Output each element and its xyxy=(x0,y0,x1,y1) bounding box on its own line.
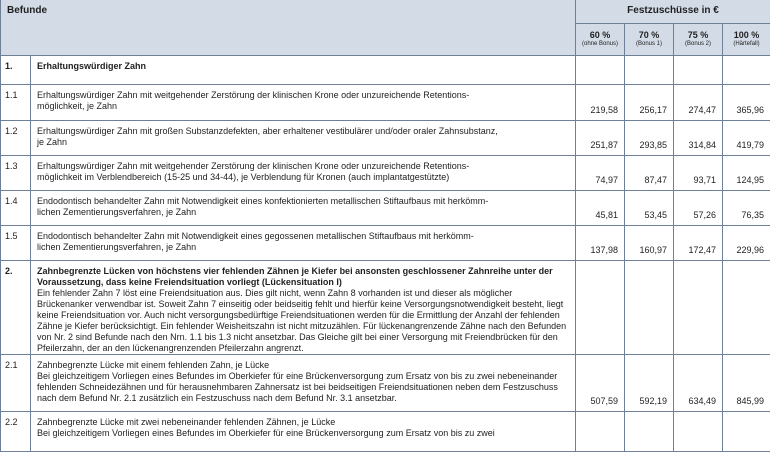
value-60 xyxy=(576,412,625,452)
section-row xyxy=(1,56,770,85)
row-number: 2.2 xyxy=(1,412,31,452)
column-header-60: 60 % (ohne Bonus) xyxy=(576,24,625,56)
column-header-100: 100 % (Härtefall) xyxy=(723,24,770,56)
row-number: 1.1 xyxy=(1,85,31,121)
section-number: 1. xyxy=(1,56,31,85)
table-row xyxy=(1,412,770,452)
value-100: 419,79 xyxy=(723,121,770,156)
value-100 xyxy=(723,412,770,452)
befunde-header: Befunde xyxy=(1,0,576,56)
row-text: Erhaltungswürdiger Zahn mit weitgehender Zerstörung der klinischen Krone oder unzureichende Retentions- möglichkeit im Verblendbereich (15-25 und 34-44), je Verblendung für Kronen (auch implantatgestützte) xyxy=(31,156,576,191)
row-number: 1.4 xyxy=(1,191,31,226)
value-70: 160,97 xyxy=(625,226,674,261)
row-number: 1.5 xyxy=(1,226,31,261)
value-70: 53,45 xyxy=(625,191,674,226)
value-70: 293,85 xyxy=(625,121,674,156)
value-75: 274,47 xyxy=(674,85,723,121)
table-row xyxy=(1,191,770,226)
value-60: 507,59 xyxy=(576,355,625,412)
table-row xyxy=(1,355,770,412)
value-60: 137,98 xyxy=(576,226,625,261)
value-100: 124,95 xyxy=(723,156,770,191)
section-row xyxy=(1,261,770,355)
value-100: 229,96 xyxy=(723,226,770,261)
value-100: 365,96 xyxy=(723,85,770,121)
value-75 xyxy=(674,412,723,452)
value-70: 87,47 xyxy=(625,156,674,191)
value-70: 256,17 xyxy=(625,85,674,121)
value-70 xyxy=(625,412,674,452)
value-75: 172,47 xyxy=(674,226,723,261)
value-100: 76,35 xyxy=(723,191,770,226)
table-row xyxy=(1,226,770,261)
row-text: Endodontisch behandelter Zahn mit Notwendigkeit eines gegossenen metallischen Stiftaufbaus mit herkömm- lichen Zementierungsverfahren, je Zahn xyxy=(31,226,576,261)
value-75: 57,26 xyxy=(674,191,723,226)
row-text: Erhaltungswürdiger Zahn mit weitgehender Zerstörung der klinischen Krone oder unzureichende Retentions- möglichkeit, je Zahn xyxy=(31,85,576,121)
section-body: Ein fehlender Zahn 7 löst eine Freiendsituation aus. Dies gilt nicht, wenn Zahn 8 vorhanden ist und dieser als möglicher Brückenanker verwendbar ist. Soweit Zahn 7 einseitig oder beidseitig fehlt und hierfür keine Versorgungsnotwendigkeit besteht, liegt keine Freiendsituation vor. Auch nicht versorgungsbedürftige Freiendsituationen werden für die Ermittlung der Anzahl der fehlenden Zähne je Kiefer berücksichtigt. Ein fehlender Weisheitszahn ist nicht mitzuzählen. Für lückenangrenzende Zähne nach den Befunden von Nr. 2 sind Befunde nach den Nrn. 1.1 bis 1.3 nicht ansetzbar. Das Gleiche gilt bei einer Versorgung mit Freiendbrücken für den Pfeilerzahn, der an den lückenangrenzenden Pfeilerzahn angrenzt. xyxy=(37,288,569,354)
section-title: Zahnbegrenzte Lücken von höchstens vier fehlenden Zähnen je Kiefer bei ansonsten geschlossener Zahnreihe unter der Voraussetzung, dass keine Freiendsituation vorliegt (Lückensituation I) xyxy=(37,266,569,288)
table-row xyxy=(1,85,770,121)
row-text: Erhaltungswürdiger Zahn mit großen Substanzdefekten, aber erhaltener vestibulärer und/oder oraler Zahnsubstanz, je Zahn xyxy=(31,121,576,156)
festzuschuesse-header: Festzuschüsse in € xyxy=(576,0,770,24)
value-60: 45,81 xyxy=(576,191,625,226)
value-70: 592,19 xyxy=(625,355,674,412)
section-number: 2. xyxy=(1,261,31,355)
value-60: 251,87 xyxy=(576,121,625,156)
section-title: Erhaltungswürdiger Zahn xyxy=(31,56,576,85)
value-75: 314,84 xyxy=(674,121,723,156)
table-row xyxy=(1,121,770,156)
row-text: Zahnbegrenzte Lücke mit zwei nebeneinander fehlenden Zähnen, je Lücke Bei gleichzeitigem Vorliegen eines Befundes im Oberkiefer für eine Brückenversorgung zum Ersatz von bis zu zwei xyxy=(31,412,576,452)
row-text: Endodontisch behandelter Zahn mit Notwendigkeit eines konfektionierten metallischen Stiftaufbaus mit herkömm- lichen Zementierungsverfahren, je Zahn xyxy=(31,191,576,226)
value-60: 74,97 xyxy=(576,156,625,191)
column-header-70: 70 % (Bonus 1) xyxy=(625,24,674,56)
column-header-75: 75 % (Bonus 2) xyxy=(674,24,723,56)
value-75: 93,71 xyxy=(674,156,723,191)
row-number: 1.3 xyxy=(1,156,31,191)
row-number: 2.1 xyxy=(1,355,31,412)
section-description xyxy=(31,261,576,355)
row-number: 1.2 xyxy=(1,121,31,156)
value-100: 845,99 xyxy=(723,355,770,412)
value-75: 634,49 xyxy=(674,355,723,412)
row-text: Zahnbegrenzte Lücke mit einem fehlenden Zahn, je Lücke Bei gleichzeitigem Vorliegen eines Befundes im Oberkiefer für eine Brückenversorgung zum Ersatz von bis zu zwei nebeneinander fehlenden Schneidezähnen und für herausnehmbaren Zahnersatz ist bei beidseitigen Freiendsituationen neben dem Festzuschuss nach dem Befund Nr. 2.1 zusätzlich ein Festzuschuss nach dem Befund Nr. 3.1 ansetzbar. xyxy=(31,355,576,412)
table-row xyxy=(1,156,770,191)
value-60: 219,58 xyxy=(576,85,625,121)
